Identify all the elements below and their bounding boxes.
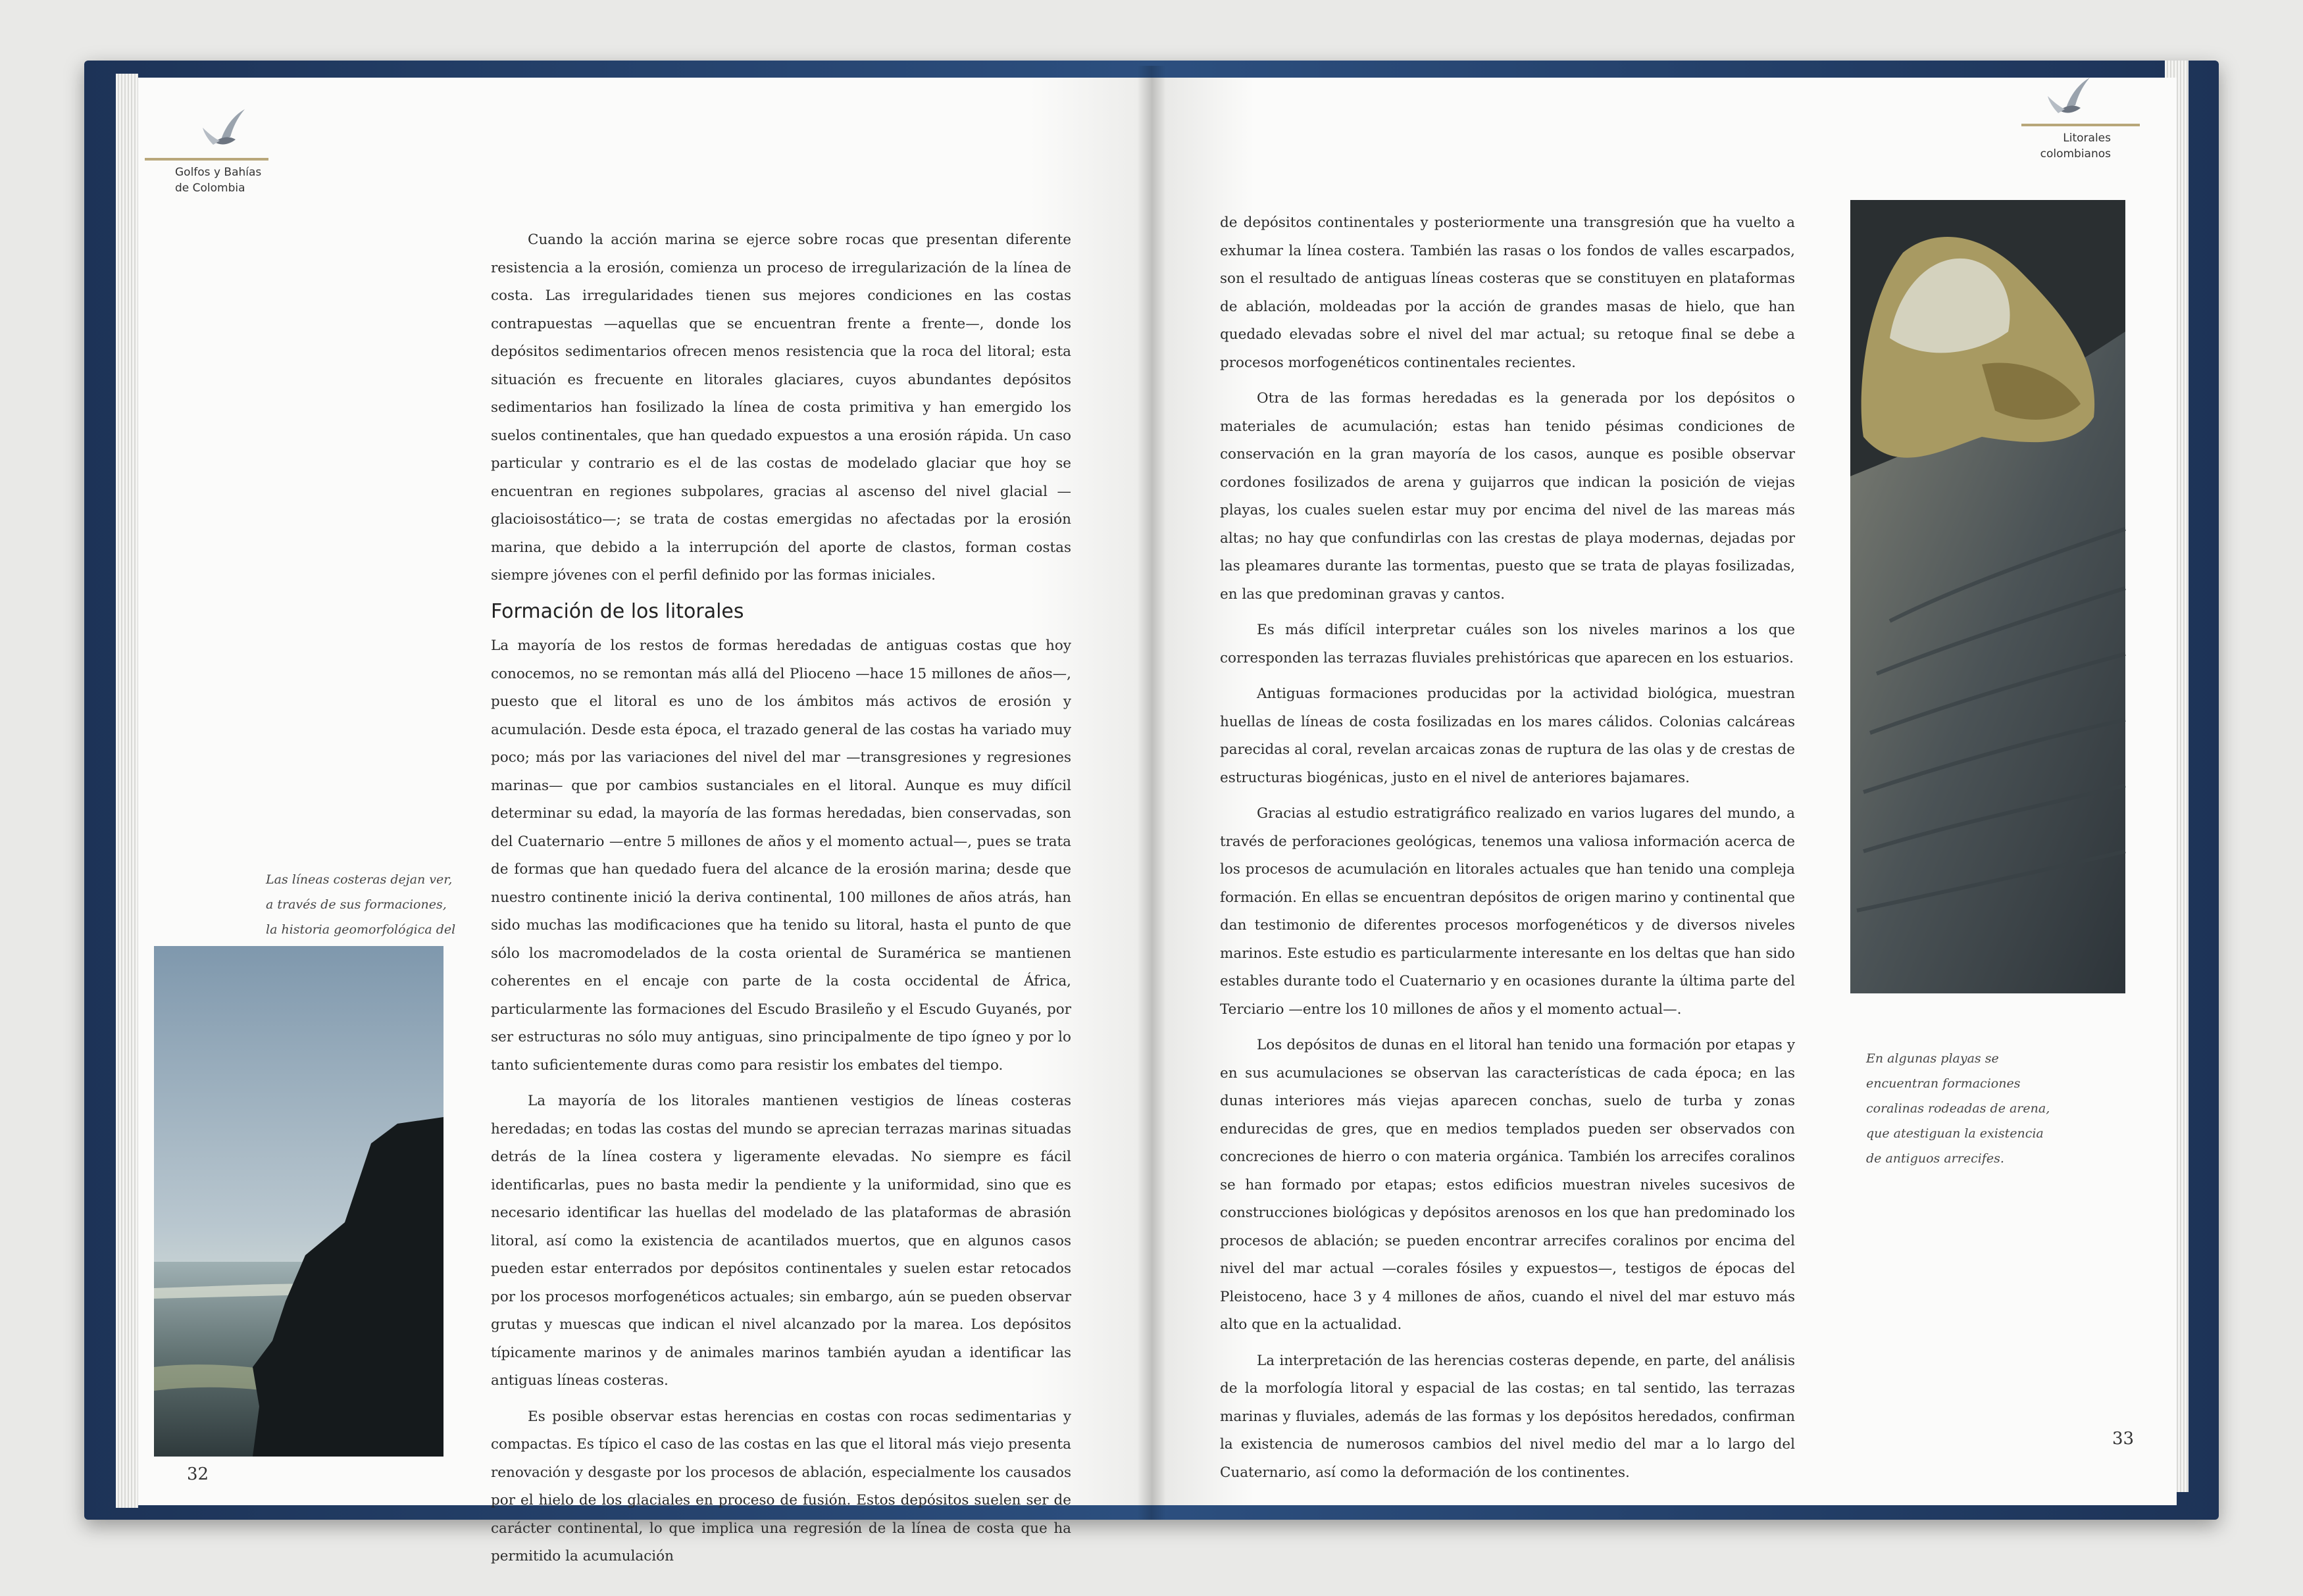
left-page-edges — [116, 74, 138, 1508]
left-page — [138, 78, 1152, 1564]
running-head — [175, 164, 261, 196]
paragraph: Gracias al estudio estratigráfico realizado en varios lugares del mundo, a través de perforaciones geológicas, tenemos una valiosa información acerca de los procesos de acumulación en litorales actuales que han tenido una compleja formación. En ellas se encuentran depósitos de origen marino y continental que dan testimonio de diferentes procesos morfogenéticos y de diversos niveles marinos. Este estudio es particularmente interesante en los deltas que han sido estables durante todo el Cuaternario y en ocasiones durante la última parte del Terciario —entre los 10 millones de años y el momento actual—. — [1220, 805, 1795, 1018]
caption-line: En algunas playas se — [1866, 1051, 1999, 1066]
page-number: 32 — [187, 1464, 209, 1484]
running-head-rule — [2021, 124, 2140, 126]
paragraph: Cuando la acción marina se ejerce sobre rocas que presentan diferente resistencia a la erosión, comienza un proceso de irregularización de la línea de costa. Las irregularidades tienen sus mejores condiciones en las costas contrapuestas —aquellas que se encuentran frente a frente—, donde los depósitos sedimentarios ofrecen menos resistencia que la roca del litoral; esta situación es frecuente en litorales glaciares, cuyos abundantes depósitos sedimentarios han fosilizado la línea de costa primitiva y han emergido los suelos continentales, que han quedado expuestos a una erosión rápida. Un caso particular y contrario es el de las costas de modelado glaciar que hoy se encuentran en regiones subpolares, gracias al ascenso del nivel glacial —glacioisostático—; se trata de costas emergidas no afectadas por la erosión marina, que debido a la interrupción del aporte de clastos, forman costas siempre jóvenes con el perfil definido por las formas iniciales. — [491, 232, 1071, 584]
page-number: 33 — [2112, 1429, 2135, 1449]
caption-line: encuentran formaciones — [1866, 1076, 2021, 1091]
caption-line: que atestiguan la existencia — [1866, 1126, 2044, 1141]
paragraph: Los depósitos de dunas en el litoral han tenido una formación por etapas y en sus acumulaciones se observan las características de cada época; en las dunas interiores más viejas aparecen conchas, suelo de turba y zonas endurecidas de gres, que en medios templados pueden ser observados con concreciones de hierro o con materia orgánica. También los arrecifes coralinos se han formado por etapas; estos edificios muestran niveles sucesivos de construcciones biológicas y depósitos arenosos en los que han predominado los procesos de ablación; se pueden encontrar arrecifes coralinos por encima del nivel del mar actual —corales fósiles y expuestos—, testigos de épocas del Pleistoceno, hace 3 y 4 millones de años, cuando el nivel del mar estuvo más alto que en la actualidad. — [1220, 1037, 1795, 1333]
right-page — [1152, 78, 2177, 1505]
section-heading: Formación de los litorales — [491, 599, 744, 623]
paragraph: de depósitos continentales y posteriormente una transgresión que ha vuelto a exhumar la línea costera. También las rasas o los fondos de valles escarpados, son el resultado de antiguas líneas costeras que se constituyen en plataformas de ablación, moldeadas por la acción de grandes masas de hielo, que han quedado elevadas sobre el nivel del mar actual; su retoque final se debe a procesos morfogenéticos continentales recientes. — [1220, 214, 1795, 371]
right-body-text — [1220, 209, 1795, 1495]
right-photo-caption — [1866, 1046, 2077, 1171]
paragraph: Es más difícil interpretar cuáles son los niveles marinos a los que corresponden las terrazas fluviales prehistóricas que aparecen en los estuarios. — [1220, 622, 1795, 666]
caption-line: Las líneas costeras dejan ver, — [266, 872, 453, 887]
paragraph: La mayoría de los litorales mantienen vestigios de líneas costeras heredadas; en todas las costas del mundo se aprecian terrazas marinas situadas detrás de la línea costera y ligeramente elevadas. No siempre es fácil identificarlas, pues no basta medir la pendiente y la uniformidad, sino que es necesario identificar las huellas del modelado de las plataformas de abrasión litoral, así como la existencia de acantilados muertos, que en algunos casos pueden estar enterrados por depósitos continentales y suelen estar retocados por los procesos morfogenéticos actuales; sin embargo, aún se pueden observar grutas y muescas que indican el nivel alcanzado por la marea. Los depósitos típicamente marinos y de animales marinos también ayudan a identificar las antiguas líneas costeras. — [491, 1093, 1071, 1389]
caption-line: la historia geomorfológica del — [266, 922, 456, 937]
running-head-rule — [145, 158, 268, 161]
paragraph: La interpretación de las herencias costeras depende, en parte, del análisis de la morfología litoral y espacial de las costas; en tal sentido, las terrazas marinas y fluviales, además de las formas y los depósitos heredados, confirman la existencia de numerosos cambios del nivel medio del mar a lo largo del Cuaternario, así como la deformación de los continentes. — [1220, 1352, 1795, 1481]
coastal-cliff-photo — [154, 946, 443, 1457]
paragraph: Antiguas formaciones producidas por la actividad biológica, muestran huellas de líneas de costa fosilizadas en los mares cálidos. Colonias calcáreas parecidas al coral, revelan arcaicas zonas de ruptura de las olas y de crestas de estructuras biogénicas, justo en el nivel de anteriores bajamares. — [1220, 686, 1795, 786]
caption-line: a través de sus formaciones, — [266, 897, 447, 912]
running-head-line: colombianos — [2040, 147, 2111, 161]
caption-line: de antiguos arrecifes. — [1866, 1151, 2004, 1166]
running-head-line: Litorales — [2063, 132, 2111, 145]
seagull-logo-icon — [195, 101, 254, 161]
running-head-line: de Colombia — [175, 182, 245, 195]
paragraph: Otra de las formas heredadas es la generada por los depósitos o materiales de acumulación; estas han tenido pésimas condiciones de conservación en la gran mayoría de los casos, aunque es posible observar cordones fosilizados de arena y guijarros que indican la posición de viejas playas, los cuales suelen estar muy por encima del nivel de las mareas más altas; no hay que confundirlas con las crestas de playa modernas, dejadas por las pleamares durante las tormentas, puesto que se trata de playas fosilizadas, en las que predominan gravas y cantos. — [1220, 390, 1795, 603]
running-head-line: Golfos y Bahías — [175, 166, 262, 179]
running-head — [2032, 130, 2111, 162]
coral-rock-photo — [1850, 200, 2125, 993]
caption-line: coralinas rodeadas de arena, — [1866, 1101, 2050, 1116]
paragraph: Es posible observar estas herencias en costas con rocas sedimentarias y compactas. Es típico el caso de las costas en las que el litoral más viejo presenta renovación y desgaste por los procesos de ablación, especialmente los causados por el hielo de los glaciales en proceso de fusión. Estos depósitos suelen ser de carácter continental, lo que implica una regresión de la línea de costa que ha permitido la acumulación — [491, 1408, 1071, 1564]
seagull-logo-icon — [2040, 70, 2099, 129]
book-gutter-shadow — [1137, 66, 1166, 1520]
paragraph: La mayoría de los restos de formas heredadas de antiguas costas que hoy conocemos, no se remontan más allá del Plioceno —hace 15 millones de años—, puesto que el litoral es uno de los ámbitos más activos de erosión y acumulación. Desde esta época, el trazado general de las costas ha variado muy poco; más por las variaciones del nivel del mar —transgresiones y regresiones marinas— que por cambios sustanciales en el litoral. Aunque es muy difícil determinar su edad, la mayoría de las formas heredadas, bien conservadas, son del Cuaternario —entre 5 millones de años y el momento actual—, pues se trata de formas que han quedado fuera del alcance de la erosión marina; desde que nuestro continente inició la deriva continental, 100 millones de años atrás, han sido muchas las modificaciones que ha tenido su litoral, hasta el punto de que sólo los macromodelados de la costa oriental de Suramérica se mantienen coherentes en el encaje con parte de la costa occidental de África, particularmente las formaciones del Escudo Brasileño y el Escudo Guyanés, por ser estructuras no sólo muy antiguas, sino principalmente de tipo ígneo y por lo tanto suficientemente duras como para resistir los embates del tiempo. — [491, 637, 1071, 1074]
left-body-text — [491, 226, 1071, 1579]
